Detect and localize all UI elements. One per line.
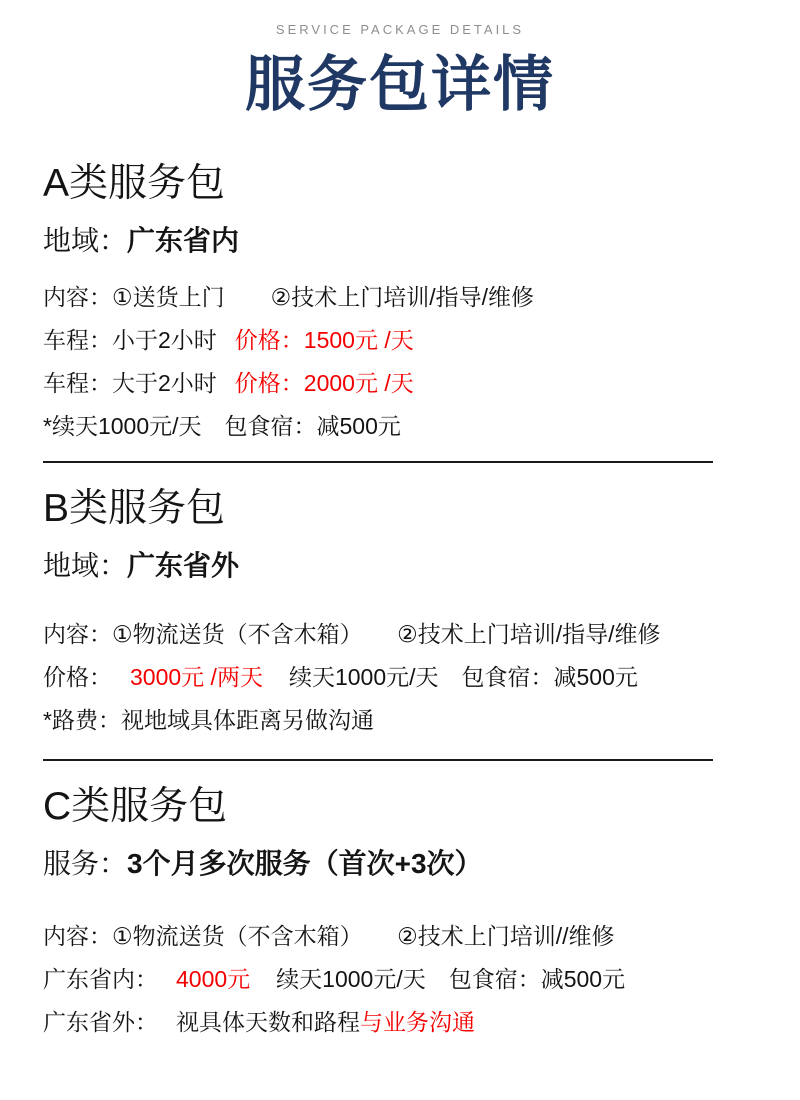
text-segment: *路费：视地域具体距离另做沟通 <box>43 706 374 733</box>
package-lines <box>43 619 757 735</box>
text-segment: 内容：①送货上门 ②技术上门培训/指导/维修 <box>43 283 535 310</box>
section-divider <box>43 759 713 761</box>
package-line <box>43 662 757 692</box>
package-subtitle-label: 地域： <box>43 549 128 581</box>
package-title: C类服务包 <box>43 784 228 828</box>
text-segment: 广东省内： <box>43 965 158 992</box>
package-line <box>43 619 757 649</box>
package-title: A类服务包 <box>43 162 226 205</box>
package-b-section <box>43 487 757 761</box>
package-lines <box>43 921 757 1037</box>
package-line <box>43 1007 757 1037</box>
price-text-segment: 与业务沟通 <box>360 1008 475 1035</box>
package-lines <box>43 282 757 441</box>
package-line <box>43 964 757 994</box>
package-subtitle <box>43 548 757 583</box>
package-c-section <box>43 785 757 1037</box>
section-divider <box>43 461 713 463</box>
package-subtitle-label: 地域： <box>43 224 128 256</box>
package-line <box>43 368 757 398</box>
text-segment: 价格： <box>43 663 112 690</box>
package-title: B类服务包 <box>43 486 226 530</box>
package-line <box>43 921 757 951</box>
text-segment: 视具体天数和路程 <box>176 1008 360 1035</box>
package-sections <box>43 162 757 1037</box>
price-text-segment: 价格：2000元 /天 <box>234 369 414 396</box>
package-subtitle-value: 广东省内 <box>127 224 240 256</box>
package-line <box>43 705 757 735</box>
package-subtitle <box>43 223 757 258</box>
package-subtitle-value: 3个月多次服务（首次+3次） <box>127 847 483 879</box>
package-subtitle <box>43 846 757 881</box>
text-segment: 车程：大于2小时 <box>43 369 217 396</box>
page-title: 服务包详情 <box>245 51 555 118</box>
package-subtitle-label: 服务： <box>43 847 128 879</box>
text-segment: 续天1000元/天 包食宿：减500元 <box>288 663 638 690</box>
text-segment: 广东省外： <box>43 1008 158 1035</box>
package-line <box>43 282 757 312</box>
text-segment: 内容：①物流送货（不含木箱） ②技术上门培训/指导/维修 <box>43 620 661 647</box>
price-text-segment: 价格：1500元 /天 <box>234 326 414 353</box>
text-segment: 内容：①物流送货（不含木箱） ②技术上门培训//维修 <box>43 922 615 949</box>
eyebrow-text: SERVICE PACKAGE DETAILS <box>275 22 525 37</box>
package-a-section <box>43 162 757 463</box>
text-segment: 续天1000元/天 包食宿：减500元 <box>276 965 626 992</box>
package-subtitle-value: 广东省外 <box>127 549 240 581</box>
text-segment: 车程：小于2小时 <box>43 326 217 353</box>
price-text-segment: 4000元 <box>176 965 251 992</box>
package-line <box>43 325 757 355</box>
price-text-segment: 3000元 /两天 <box>130 663 263 690</box>
package-line <box>43 411 757 441</box>
text-segment: *续天1000元/天 包食宿：减500元 <box>43 412 401 439</box>
